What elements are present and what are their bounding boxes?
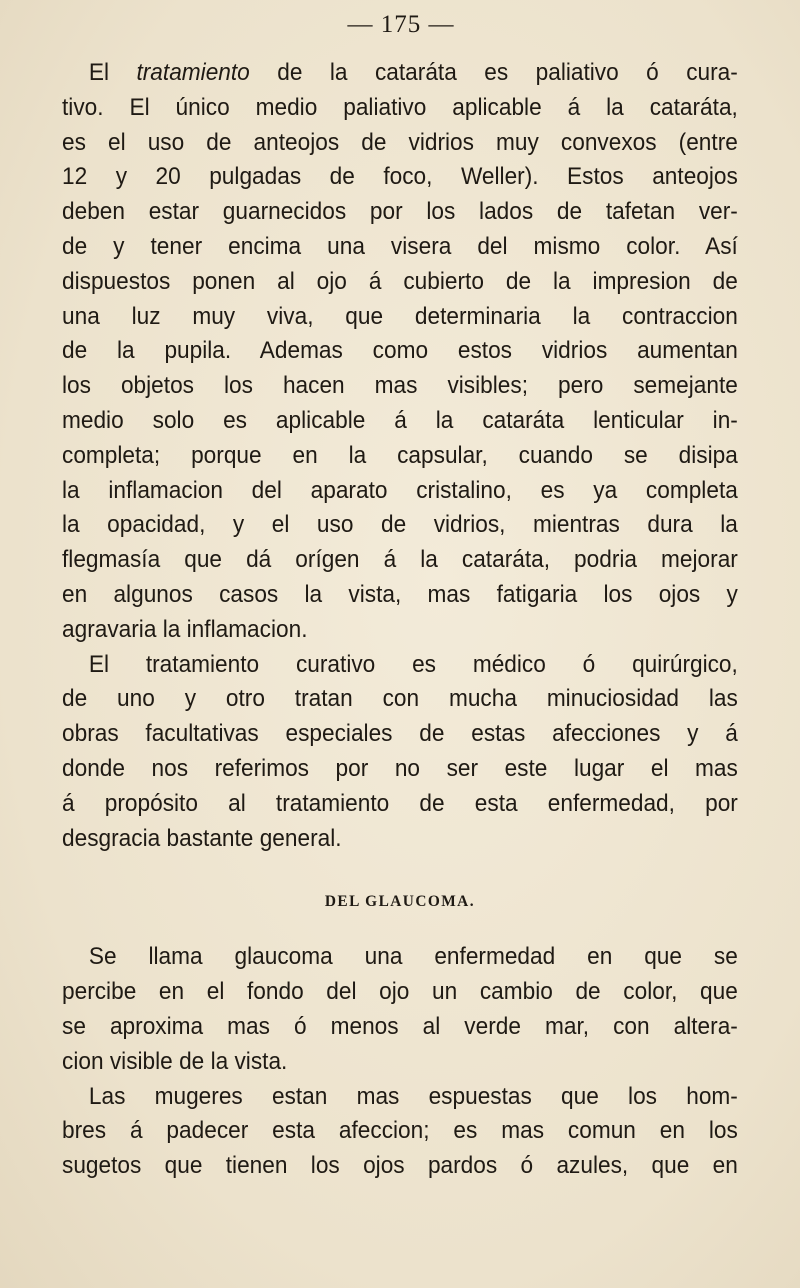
paragraph-1 [62,56,738,648]
text-line: El tratamiento curativo es médico ó quirúrgico, [88,651,738,678]
text-line: la inflamacion del aparato cristalino, es ya completa [62,477,738,504]
text-line: donde nos referimos por no ser este lugar el mas [62,755,738,782]
section-heading: DEL GLAUCOMA. [324,893,475,911]
text-line: se aproxima mas ó menos al verde mar, con altera- [62,1013,738,1040]
text-line: agravaria la inflamacion. [62,616,308,643]
text-line: Se llama glaucoma una enfermedad en que se [88,944,738,971]
text-line: percibe en el fondo del ojo un cambio de color, que [62,979,738,1006]
body-text [62,56,738,1184]
page-number: — 175 — [347,11,455,38]
text-line: flegmasía que dá orígen á la cataráta, podria mejorar [62,547,738,574]
text-run: de la cataráta es paliativo ó cura- [249,60,738,86]
text-line: cion visible de la vista. [62,1048,288,1075]
text-line: á propósito al tratamiento de esta enfermedad, por [62,790,738,817]
paragraph-2 [62,648,738,857]
text-line: dispuestos ponen al ojo á cubierto de la impresion de [62,268,738,295]
text-line: deben estar guarnecidos por los lados de tafetan ver- [62,199,738,226]
paragraph-4 [62,1080,738,1184]
text-line: completa; porque en la capsular, cuando se disipa [62,442,738,469]
text-line: 12 y 20 pulgadas de foco, Weller). Estos anteojos [62,164,738,191]
text-line: de uno y otro tratan con mucha minuciosidad las [62,686,738,713]
text-line [62,56,738,91]
italic-term: tratamiento [136,60,250,86]
text-line: sugetos que tienen los ojos pardos ó azules, que en [62,1153,738,1180]
text-line: tivo. El único medio paliativo aplicable á la cataráta, [62,94,738,121]
text-line: medio solo es aplicable á la cataráta lenticular in- [62,407,738,434]
text-line: bres á padecer esta afeccion; es mas comun en los [62,1118,738,1145]
text-line: una luz muy viva, que determinaria la contraccion [62,303,738,330]
text-line: desgracia bastante general. [62,825,342,852]
text-line: de la pupila. Ademas como estos vidrios aumentan [62,338,738,365]
text-line: es el uso de anteojos de vidrios muy convexos (entre [62,129,738,156]
text-line: de y tener encima una visera del mismo color. Así [62,233,738,260]
text-line: obras facultativas especiales de estas afecciones y á [62,721,738,748]
text-line: los objetos los hacen mas visibles; pero semejante [62,373,738,400]
paragraph-3 [62,940,738,1079]
text-line: en algunos casos la vista, mas fatigaria los ojos y [62,581,738,608]
text-run: El [88,60,137,86]
text-line: la opacidad, y el uso de vidrios, mientras dura la [62,512,738,539]
text-line: Las mugeres estan mas espuestas que los hom- [88,1083,738,1110]
